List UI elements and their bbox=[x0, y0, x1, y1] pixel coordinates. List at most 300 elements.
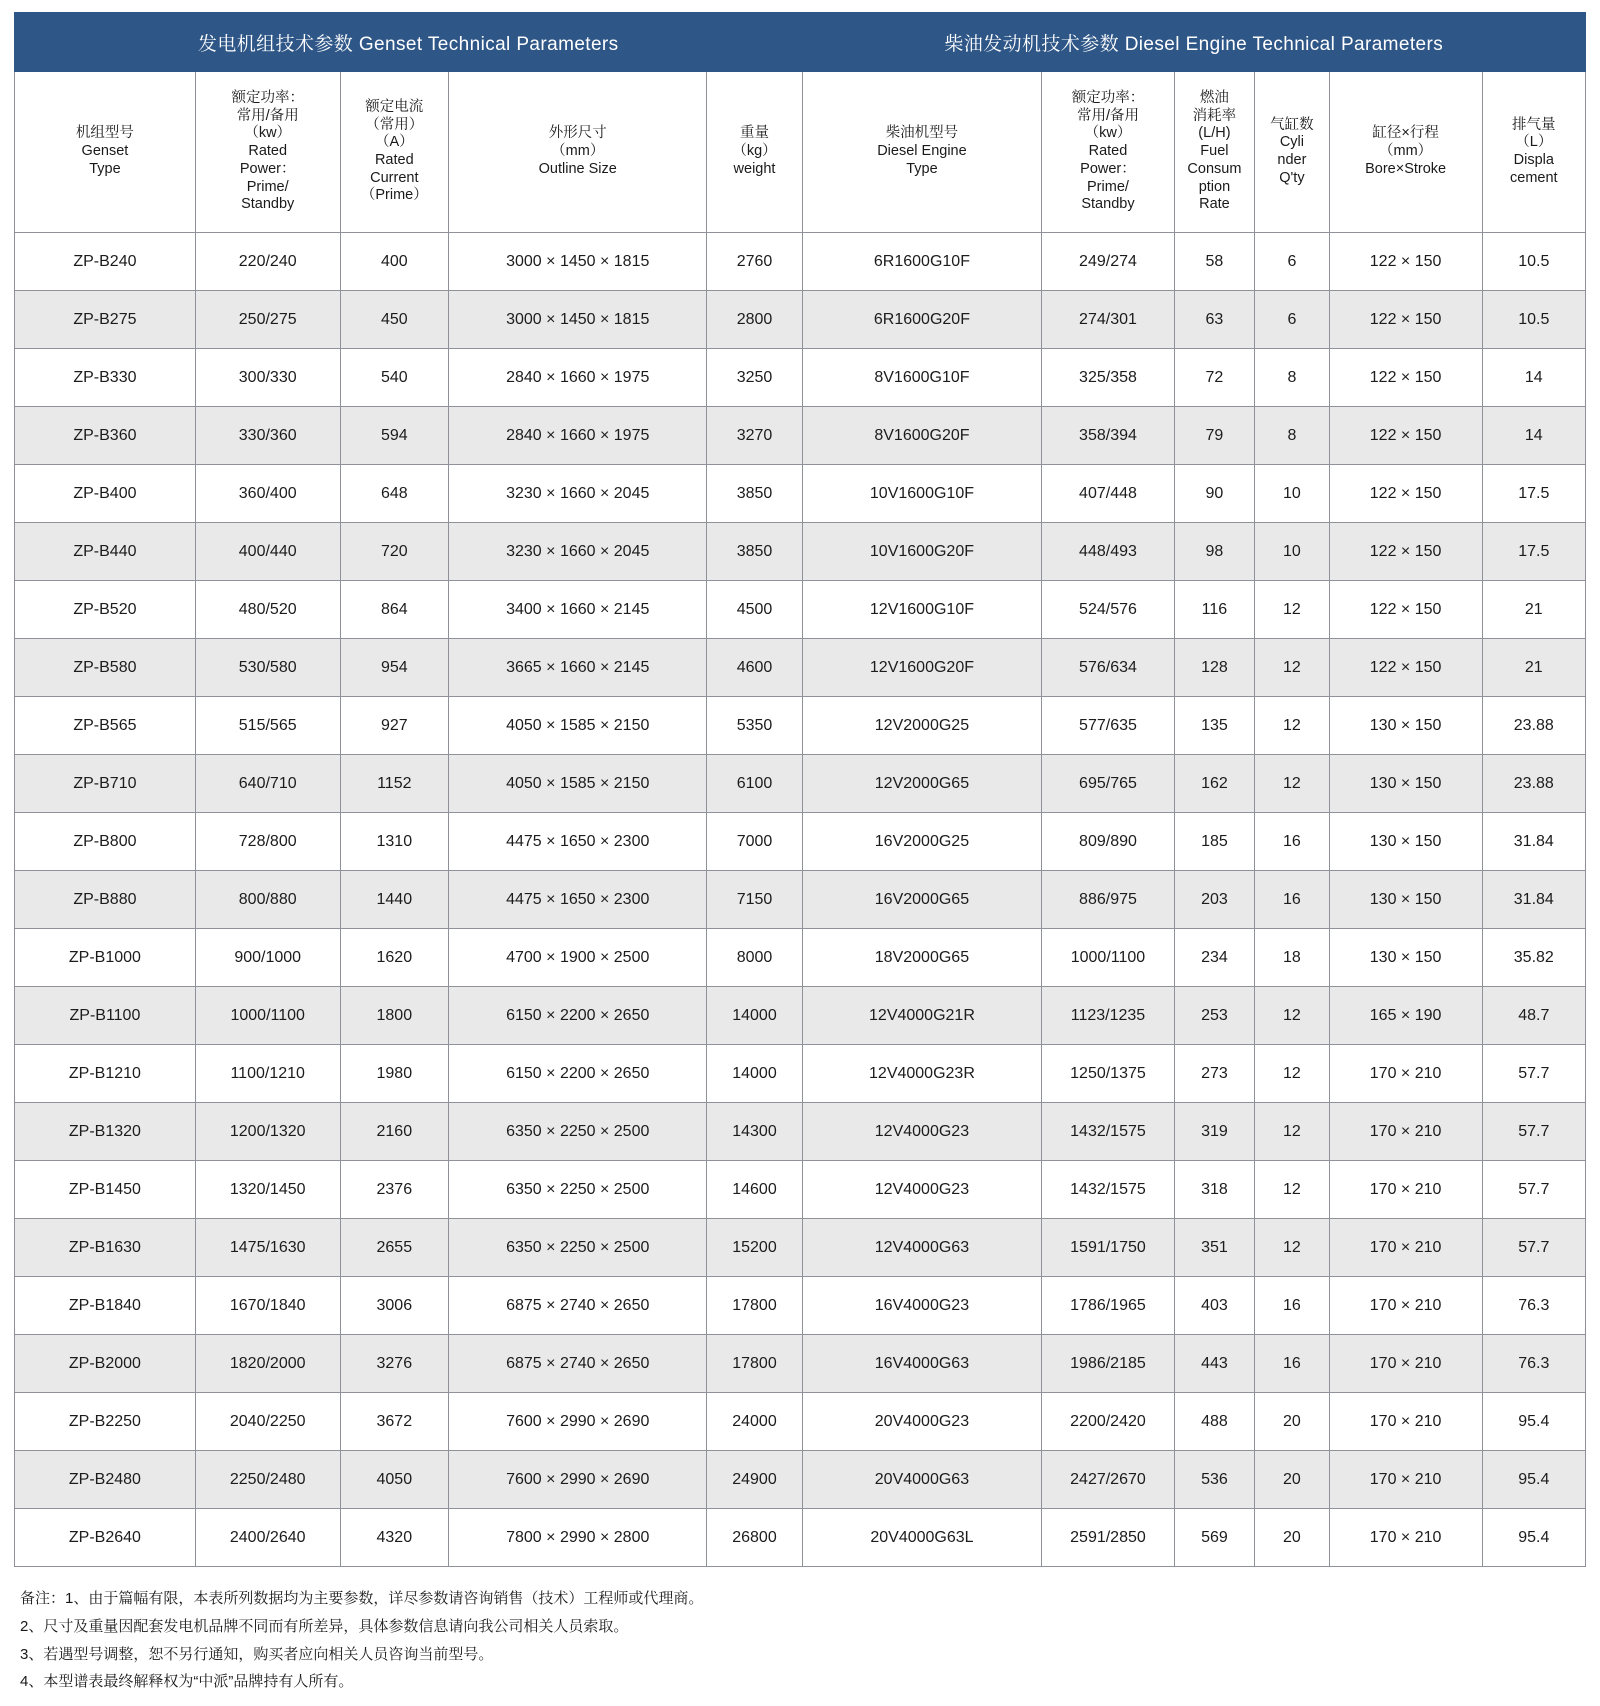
table-cell: 14000 bbox=[707, 987, 802, 1045]
table-cell: 6R1600G10F bbox=[802, 233, 1042, 291]
table-cell: 57.7 bbox=[1482, 1103, 1585, 1161]
table-cell: 3230 × 1660 × 2045 bbox=[449, 523, 707, 581]
table-cell: 3006 bbox=[340, 1277, 449, 1335]
column-header-en: Rated Current （Prime） bbox=[360, 152, 428, 204]
column-header-zh: 额定功率： 常用/备用 （kw） bbox=[231, 90, 304, 142]
table-cell: ZP-B800 bbox=[15, 813, 196, 871]
table-cell: 325/358 bbox=[1042, 349, 1174, 407]
table-cell: 10 bbox=[1255, 523, 1329, 581]
table-cell: 98 bbox=[1174, 523, 1255, 581]
table-cell: 1786/1965 bbox=[1042, 1277, 1174, 1335]
table-row bbox=[15, 581, 1586, 639]
table-cell: 12 bbox=[1255, 987, 1329, 1045]
table-cell: 170 × 210 bbox=[1329, 1161, 1482, 1219]
column-header-en: Displa cement bbox=[1510, 152, 1558, 186]
table-cell: 10.5 bbox=[1482, 233, 1585, 291]
table-cell: 17.5 bbox=[1482, 523, 1585, 581]
group-header-genset bbox=[15, 13, 803, 72]
table-row bbox=[15, 1161, 1586, 1219]
column-header-zh: 排气量 （L） bbox=[1512, 116, 1556, 151]
table-cell: 7000 bbox=[707, 813, 802, 871]
column-header-engine-type bbox=[802, 72, 1042, 233]
table-row bbox=[15, 813, 1586, 871]
table-cell: 1800 bbox=[340, 987, 449, 1045]
table-cell: 95.4 bbox=[1482, 1509, 1585, 1567]
notes-block bbox=[14, 1585, 1586, 1696]
technical-parameters-table bbox=[14, 12, 1586, 1567]
table-cell: 253 bbox=[1174, 987, 1255, 1045]
table-cell: 14300 bbox=[707, 1103, 802, 1161]
table-cell: 14000 bbox=[707, 1045, 802, 1103]
table-cell: 6875 × 2740 × 2650 bbox=[449, 1277, 707, 1335]
table-cell: 12V4000G21R bbox=[802, 987, 1042, 1045]
table-cell: 16V4000G63 bbox=[802, 1335, 1042, 1393]
table-cell: 648 bbox=[340, 465, 449, 523]
column-header-zh: 燃油 消耗率 (L/H) bbox=[1192, 90, 1237, 142]
column-header-cylinder-qty bbox=[1255, 72, 1329, 233]
table-cell: 162 bbox=[1174, 755, 1255, 813]
table-cell: 249/274 bbox=[1042, 233, 1174, 291]
table-row bbox=[15, 987, 1586, 1045]
table-cell: 130 × 150 bbox=[1329, 697, 1482, 755]
table-cell: 1475/1630 bbox=[195, 1219, 340, 1277]
table-cell: 14 bbox=[1482, 349, 1585, 407]
table-cell: 480/520 bbox=[195, 581, 340, 639]
table-cell: 3850 bbox=[707, 523, 802, 581]
table-cell: 864 bbox=[340, 581, 449, 639]
table-cell: 4050 × 1585 × 2150 bbox=[449, 755, 707, 813]
table-cell: ZP-B1320 bbox=[15, 1103, 196, 1161]
table-cell: 927 bbox=[340, 697, 449, 755]
table-cell: 2376 bbox=[340, 1161, 449, 1219]
table-cell: 122 × 150 bbox=[1329, 407, 1482, 465]
table-cell: 443 bbox=[1174, 1335, 1255, 1393]
table-cell: 1152 bbox=[340, 755, 449, 813]
column-header-engine-rated-power bbox=[1042, 72, 1174, 233]
table-cell: 21 bbox=[1482, 639, 1585, 697]
table-cell: 12V4000G23 bbox=[802, 1103, 1042, 1161]
table-body bbox=[15, 233, 1586, 1567]
table-cell: 3665 × 1660 × 2145 bbox=[449, 639, 707, 697]
table-cell: 7600 × 2990 × 2690 bbox=[449, 1451, 707, 1509]
table-cell: 20 bbox=[1255, 1393, 1329, 1451]
table-cell: 1250/1375 bbox=[1042, 1045, 1174, 1103]
table-cell: 954 bbox=[340, 639, 449, 697]
table-cell: 128 bbox=[1174, 639, 1255, 697]
table-cell: 407/448 bbox=[1042, 465, 1174, 523]
table-cell: 6875 × 2740 × 2650 bbox=[449, 1335, 707, 1393]
table-cell: ZP-B580 bbox=[15, 639, 196, 697]
table-cell: 360/400 bbox=[195, 465, 340, 523]
table-cell: 12 bbox=[1255, 581, 1329, 639]
group-header-engine-en: Diesel Engine Technical Parameters bbox=[1124, 33, 1444, 55]
table-cell: 72 bbox=[1174, 349, 1255, 407]
table-cell: 12V4000G23 bbox=[802, 1161, 1042, 1219]
column-header-zh: 额定功率： 常用/备用 （kw） bbox=[1071, 90, 1145, 142]
table-cell: 4320 bbox=[340, 1509, 449, 1567]
table-cell: 3672 bbox=[340, 1393, 449, 1451]
table-cell: 8000 bbox=[707, 929, 802, 987]
table-cell: 886/975 bbox=[1042, 871, 1174, 929]
table-cell: 4500 bbox=[707, 581, 802, 639]
table-cell: ZP-B1630 bbox=[15, 1219, 196, 1277]
table-cell: 57.7 bbox=[1482, 1161, 1585, 1219]
table-cell: 640/710 bbox=[195, 755, 340, 813]
table-cell: 2760 bbox=[707, 233, 802, 291]
table-cell: 17800 bbox=[707, 1277, 802, 1335]
table-cell: 14 bbox=[1482, 407, 1585, 465]
table-cell: ZP-B520 bbox=[15, 581, 196, 639]
table-cell: 12 bbox=[1255, 755, 1329, 813]
table-cell: 95.4 bbox=[1482, 1393, 1585, 1451]
table-cell: ZP-B1000 bbox=[15, 929, 196, 987]
table-cell: 122 × 150 bbox=[1329, 465, 1482, 523]
table-cell: ZP-B2640 bbox=[15, 1509, 196, 1567]
table-cell: 1440 bbox=[340, 871, 449, 929]
table-row bbox=[15, 639, 1586, 697]
table-cell: 12V4000G23R bbox=[802, 1045, 1042, 1103]
table-cell: ZP-B880 bbox=[15, 871, 196, 929]
group-header-genset-zh: 发电机组技术参数 bbox=[197, 33, 354, 55]
column-header-en: Bore×Stroke bbox=[1365, 160, 1447, 177]
table-cell: 165 × 190 bbox=[1329, 987, 1482, 1045]
table-cell: 6350 × 2250 × 2500 bbox=[449, 1161, 707, 1219]
table-cell: 76.3 bbox=[1482, 1335, 1585, 1393]
table-cell: 809/890 bbox=[1042, 813, 1174, 871]
table-cell: 2800 bbox=[707, 291, 802, 349]
table-cell: 7150 bbox=[707, 871, 802, 929]
table-cell: 170 × 210 bbox=[1329, 1335, 1482, 1393]
table-cell: 16 bbox=[1255, 1335, 1329, 1393]
column-header-genset-type bbox=[15, 72, 196, 233]
table-cell: 400 bbox=[340, 233, 449, 291]
table-cell: ZP-B1840 bbox=[15, 1277, 196, 1335]
table-cell: 515/565 bbox=[195, 697, 340, 755]
table-cell: 8V1600G20F bbox=[802, 407, 1042, 465]
table-cell: 1320/1450 bbox=[195, 1161, 340, 1219]
table-cell: 358/394 bbox=[1042, 407, 1174, 465]
column-header-en: weight bbox=[733, 160, 776, 177]
table-cell: 1310 bbox=[340, 813, 449, 871]
table-cell: 1000/1100 bbox=[195, 987, 340, 1045]
group-header-engine bbox=[802, 13, 1585, 72]
table-cell: 695/765 bbox=[1042, 755, 1174, 813]
table-row bbox=[15, 755, 1586, 813]
table-cell: ZP-B240 bbox=[15, 233, 196, 291]
table-cell: 2655 bbox=[340, 1219, 449, 1277]
table-cell: 6150 × 2200 × 2650 bbox=[449, 1045, 707, 1103]
table-cell: 48.7 bbox=[1482, 987, 1585, 1045]
table-cell: 16 bbox=[1255, 813, 1329, 871]
table-cell: 536 bbox=[1174, 1451, 1255, 1509]
table-cell: 530/580 bbox=[195, 639, 340, 697]
table-cell: ZP-B2250 bbox=[15, 1393, 196, 1451]
table-cell: 203 bbox=[1174, 871, 1255, 929]
table-cell: 16 bbox=[1255, 871, 1329, 929]
table-cell: 720 bbox=[340, 523, 449, 581]
table-cell: 170 × 210 bbox=[1329, 1277, 1482, 1335]
table-cell: 2250/2480 bbox=[195, 1451, 340, 1509]
table-cell: 170 × 210 bbox=[1329, 1393, 1482, 1451]
table-cell: ZP-B565 bbox=[15, 697, 196, 755]
table-cell: 1591/1750 bbox=[1042, 1219, 1174, 1277]
table-cell: 3000 × 1450 × 1815 bbox=[449, 233, 707, 291]
table-cell: 185 bbox=[1174, 813, 1255, 871]
table-cell: 12 bbox=[1255, 1161, 1329, 1219]
group-header-row bbox=[15, 13, 1586, 72]
table-row bbox=[15, 291, 1586, 349]
table-cell: 12V1600G10F bbox=[802, 581, 1042, 639]
table-cell: 170 × 210 bbox=[1329, 1103, 1482, 1161]
column-header-en: Fuel Consum ption Rate bbox=[1187, 143, 1242, 213]
table-cell: 170 × 210 bbox=[1329, 1045, 1482, 1103]
table-cell: 6100 bbox=[707, 755, 802, 813]
column-header-row bbox=[15, 72, 1586, 233]
table-cell: 20 bbox=[1255, 1509, 1329, 1567]
table-cell: 76.3 bbox=[1482, 1277, 1585, 1335]
table-cell: 7800 × 2990 × 2800 bbox=[449, 1509, 707, 1567]
table-row bbox=[15, 1277, 1586, 1335]
table-cell: 7600 × 2990 × 2690 bbox=[449, 1393, 707, 1451]
table-cell: 122 × 150 bbox=[1329, 291, 1482, 349]
table-cell: 16V2000G25 bbox=[802, 813, 1042, 871]
table-cell: 170 × 210 bbox=[1329, 1219, 1482, 1277]
table-cell: 1980 bbox=[340, 1045, 449, 1103]
table-cell: 17.5 bbox=[1482, 465, 1585, 523]
table-cell: ZP-B2000 bbox=[15, 1335, 196, 1393]
table-cell: 20 bbox=[1255, 1451, 1329, 1509]
table-cell: 31.84 bbox=[1482, 813, 1585, 871]
table-cell: 8V1600G10F bbox=[802, 349, 1042, 407]
column-header-en: Outline Size bbox=[538, 160, 617, 177]
table-cell: 10V1600G10F bbox=[802, 465, 1042, 523]
column-header-zh: 额定电流 （常用） （A） bbox=[365, 98, 424, 151]
table-cell: 23.88 bbox=[1482, 755, 1585, 813]
table-cell: 1200/1320 bbox=[195, 1103, 340, 1161]
table-cell: 2160 bbox=[340, 1103, 449, 1161]
column-header-en: Rated Power： Prime/ Standby bbox=[239, 143, 296, 213]
table-cell: 35.82 bbox=[1482, 929, 1585, 987]
table-cell: 2200/2420 bbox=[1042, 1393, 1174, 1451]
table-cell: 1123/1235 bbox=[1042, 987, 1174, 1045]
table-cell: 1670/1840 bbox=[195, 1277, 340, 1335]
table-row bbox=[15, 697, 1586, 755]
table-header bbox=[15, 13, 1586, 233]
table-row bbox=[15, 1509, 1586, 1567]
column-header-en: Genset Type bbox=[81, 143, 129, 177]
table-cell: 130 × 150 bbox=[1329, 813, 1482, 871]
table-cell: 116 bbox=[1174, 581, 1255, 639]
table-row bbox=[15, 929, 1586, 987]
table-cell: 24900 bbox=[707, 1451, 802, 1509]
table-cell: ZP-B360 bbox=[15, 407, 196, 465]
table-row bbox=[15, 1451, 1586, 1509]
note-line: 2、尺寸及重量因配套发电机品牌不同而有所差异，具体参数信息请向我公司相关人员索取。 bbox=[20, 1617, 629, 1635]
table-cell: 95.4 bbox=[1482, 1451, 1585, 1509]
table-cell: 448/493 bbox=[1042, 523, 1174, 581]
table-cell: 2427/2670 bbox=[1042, 1451, 1174, 1509]
column-header-rated-current bbox=[340, 72, 449, 233]
table-cell: 351 bbox=[1174, 1219, 1255, 1277]
table-cell: 488 bbox=[1174, 1393, 1255, 1451]
table-row bbox=[15, 871, 1586, 929]
table-row bbox=[15, 465, 1586, 523]
table-cell: 220/240 bbox=[195, 233, 340, 291]
column-header-weight bbox=[707, 72, 802, 233]
table-cell: 1100/1210 bbox=[195, 1045, 340, 1103]
table-cell: 4050 bbox=[340, 1451, 449, 1509]
table-row bbox=[15, 1045, 1586, 1103]
table-cell: 524/576 bbox=[1042, 581, 1174, 639]
note-line: 3、若遇型号调整，恕不另行通知，购买者应向相关人员咨询当前型号。 bbox=[20, 1645, 494, 1663]
table-cell: 16 bbox=[1255, 1277, 1329, 1335]
column-header-en: Diesel Engine Type bbox=[877, 143, 967, 177]
table-cell: 800/880 bbox=[195, 871, 340, 929]
column-header-en: Cyli nder Q'ty bbox=[1277, 134, 1307, 186]
column-header-fuel-consumption bbox=[1174, 72, 1255, 233]
table-cell: 12 bbox=[1255, 1045, 1329, 1103]
table-cell: 3850 bbox=[707, 465, 802, 523]
table-cell: 318 bbox=[1174, 1161, 1255, 1219]
table-cell: 234 bbox=[1174, 929, 1255, 987]
note-line: 4、本型谱表最终解释权为“中派”品牌持有人所有。 bbox=[20, 1673, 354, 1691]
column-header-displacement bbox=[1482, 72, 1585, 233]
table-cell: 10 bbox=[1255, 465, 1329, 523]
table-cell: 540 bbox=[340, 349, 449, 407]
table-cell: 4475 × 1650 × 2300 bbox=[449, 813, 707, 871]
table-cell: 6150 × 2200 × 2650 bbox=[449, 987, 707, 1045]
table-cell: 130 × 150 bbox=[1329, 871, 1482, 929]
table-row bbox=[15, 1393, 1586, 1451]
table-cell: 3400 × 1660 × 2145 bbox=[449, 581, 707, 639]
table-cell: 403 bbox=[1174, 1277, 1255, 1335]
table-cell: 15200 bbox=[707, 1219, 802, 1277]
column-header-zh: 重量 （kg） bbox=[732, 125, 777, 160]
table-cell: 250/275 bbox=[195, 291, 340, 349]
table-cell: 58 bbox=[1174, 233, 1255, 291]
table-cell: 330/360 bbox=[195, 407, 340, 465]
table-cell: ZP-B710 bbox=[15, 755, 196, 813]
table-cell: ZP-B2480 bbox=[15, 1451, 196, 1509]
table-cell: 170 × 210 bbox=[1329, 1451, 1482, 1509]
table-cell: 12 bbox=[1255, 697, 1329, 755]
table-cell: 130 × 150 bbox=[1329, 755, 1482, 813]
table-cell: 3230 × 1660 × 2045 bbox=[449, 465, 707, 523]
table-cell: 5350 bbox=[707, 697, 802, 755]
table-row bbox=[15, 1335, 1586, 1393]
table-cell: 12V2000G65 bbox=[802, 755, 1042, 813]
group-header-engine-zh: 柴油发动机技术参数 bbox=[944, 33, 1119, 55]
column-header-zh: 柴油机型号 bbox=[885, 125, 959, 142]
table-cell: 2840 × 1660 × 1975 bbox=[449, 407, 707, 465]
table-cell: 90 bbox=[1174, 465, 1255, 523]
table-cell: 8 bbox=[1255, 349, 1329, 407]
table-cell: 450 bbox=[340, 291, 449, 349]
table-cell: 130 × 150 bbox=[1329, 929, 1482, 987]
table-cell: 569 bbox=[1174, 1509, 1255, 1567]
table-cell: 26800 bbox=[707, 1509, 802, 1567]
table-cell: 122 × 150 bbox=[1329, 349, 1482, 407]
table-cell: 576/634 bbox=[1042, 639, 1174, 697]
column-header-zh: 机组型号 bbox=[75, 125, 134, 142]
table-cell: 10.5 bbox=[1482, 291, 1585, 349]
table-cell: 17800 bbox=[707, 1335, 802, 1393]
table-cell: 18V2000G65 bbox=[802, 929, 1042, 987]
table-cell: 400/440 bbox=[195, 523, 340, 581]
note-line: 备注：1、由于篇幅有限，本表所列数据均为主要参数，详尽参数请咨询销售（技术）工程师或代理商。 bbox=[20, 1590, 704, 1607]
table-cell: 31.84 bbox=[1482, 871, 1585, 929]
table-cell: 12 bbox=[1255, 1219, 1329, 1277]
table-cell: 24000 bbox=[707, 1393, 802, 1451]
table-cell: 20V4000G23 bbox=[802, 1393, 1042, 1451]
table-row bbox=[15, 1219, 1586, 1277]
table-cell: 1000/1100 bbox=[1042, 929, 1174, 987]
column-header-outline-size bbox=[449, 72, 707, 233]
table-cell: 23.88 bbox=[1482, 697, 1585, 755]
table-cell: 2040/2250 bbox=[195, 1393, 340, 1451]
table-row bbox=[15, 523, 1586, 581]
table-cell: 21 bbox=[1482, 581, 1585, 639]
table-cell: 63 bbox=[1174, 291, 1255, 349]
table-cell: 319 bbox=[1174, 1103, 1255, 1161]
table-cell: 594 bbox=[340, 407, 449, 465]
table-row bbox=[15, 349, 1586, 407]
table-cell: 8 bbox=[1255, 407, 1329, 465]
table-cell: 728/800 bbox=[195, 813, 340, 871]
table-cell: 122 × 150 bbox=[1329, 233, 1482, 291]
table-row bbox=[15, 1103, 1586, 1161]
table-cell: 6 bbox=[1255, 233, 1329, 291]
table-cell: 122 × 150 bbox=[1329, 523, 1482, 581]
table-cell: 3250 bbox=[707, 349, 802, 407]
table-cell: 6350 × 2250 × 2500 bbox=[449, 1103, 707, 1161]
table-row bbox=[15, 407, 1586, 465]
table-cell: 1620 bbox=[340, 929, 449, 987]
table-cell: 170 × 210 bbox=[1329, 1509, 1482, 1567]
table-cell: 1432/1575 bbox=[1042, 1103, 1174, 1161]
table-cell: 12V1600G20F bbox=[802, 639, 1042, 697]
column-header-zh: 气缸数 bbox=[1270, 116, 1314, 133]
table-cell: 1432/1575 bbox=[1042, 1161, 1174, 1219]
table-cell: 6350 × 2250 × 2500 bbox=[449, 1219, 707, 1277]
table-cell: 20V4000G63 bbox=[802, 1451, 1042, 1509]
column-header-en: Rated Power： Prime/ Standby bbox=[1080, 143, 1136, 213]
table-cell: ZP-B1210 bbox=[15, 1045, 196, 1103]
table-cell: ZP-B400 bbox=[15, 465, 196, 523]
table-cell: 274/301 bbox=[1042, 291, 1174, 349]
table-cell: 4050 × 1585 × 2150 bbox=[449, 697, 707, 755]
table-cell: ZP-B440 bbox=[15, 523, 196, 581]
group-header-genset-en: Genset Technical Parameters bbox=[358, 33, 619, 55]
table-cell: 57.7 bbox=[1482, 1219, 1585, 1277]
table-cell: 900/1000 bbox=[195, 929, 340, 987]
table-cell: 2840 × 1660 × 1975 bbox=[449, 349, 707, 407]
table-cell: 2400/2640 bbox=[195, 1509, 340, 1567]
table-cell: 3270 bbox=[707, 407, 802, 465]
table-cell: 16V4000G23 bbox=[802, 1277, 1042, 1335]
table-cell: 1820/2000 bbox=[195, 1335, 340, 1393]
table-cell: ZP-B1450 bbox=[15, 1161, 196, 1219]
table-cell: 135 bbox=[1174, 697, 1255, 755]
table-cell: 6 bbox=[1255, 291, 1329, 349]
table-cell: 577/635 bbox=[1042, 697, 1174, 755]
table-cell: 3276 bbox=[340, 1335, 449, 1393]
column-header-genset-rated-power bbox=[195, 72, 340, 233]
table-cell: 57.7 bbox=[1482, 1045, 1585, 1103]
table-cell: 6R1600G20F bbox=[802, 291, 1042, 349]
table-cell: 4700 × 1900 × 2500 bbox=[449, 929, 707, 987]
table-cell: 122 × 150 bbox=[1329, 581, 1482, 639]
